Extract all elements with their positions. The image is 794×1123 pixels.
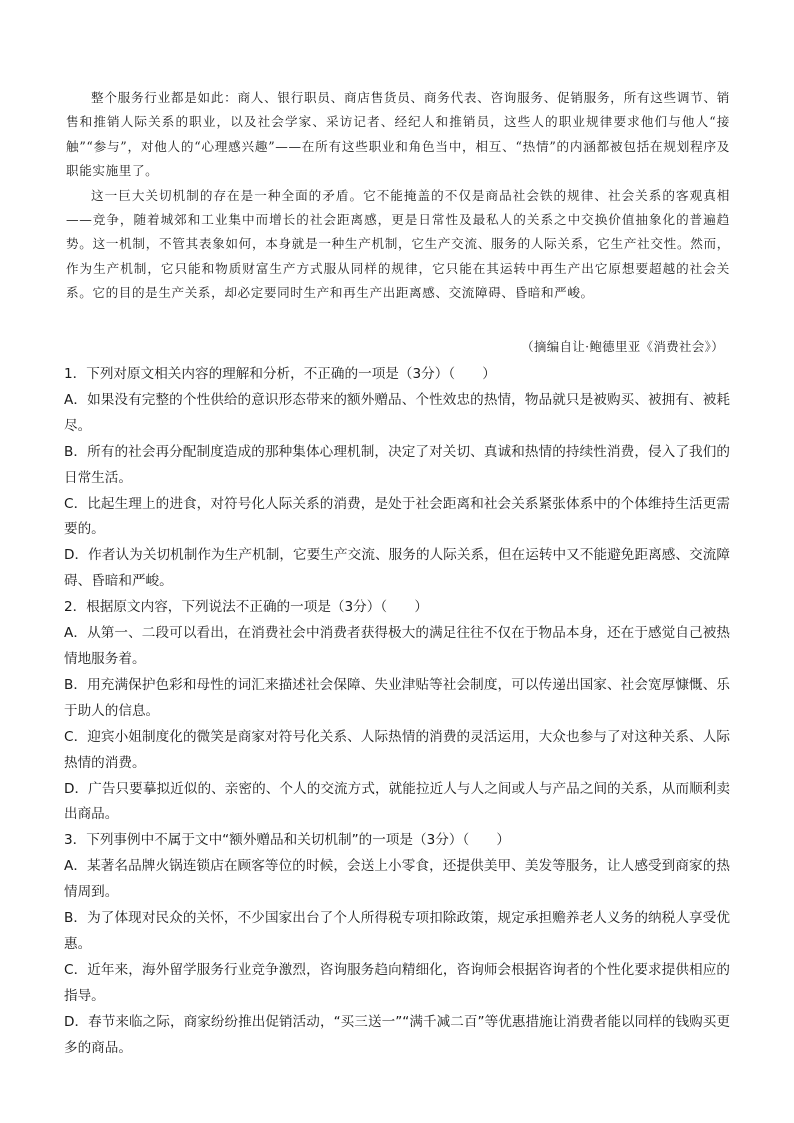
question-option: A．某著名品牌火锅连锁店在顾客等位的时候，会送上小零食，还提供美甲、美发等服务，让人感受到商家的热情周到。: [64, 858, 730, 901]
question-option: C．迎宾小姐制度化的微笑是商家对符号化关系、人际热情的消费的灵活运用，大众也参与了对这种关系、人际热情的消费。: [64, 728, 730, 771]
passage-paragraph: 这一巨大关切机制的存在是一种全面的矛盾。它不能掩盖的不仅是商品社会铁的规律、社会关系的客观真相——竞争，随着城郊和工业集中而增长的社会距离感，更是日常性及最私人的关系之中交换价值抽象化的普遍趋势。这一机制，不管其表象如何，本身就是一种生产机制，它生产交流、服务的人际关系，它生产社交性。然而，作为生产机制，它只能和物质财富生产方式服从同样的规律，它只能在其运转中再生产出它原想要超越的社会关系。它的目的是生产关系，却必定要同时生产和再生产出距离感、交流障碍、昏暗和严峻。: [66, 187, 730, 301]
question-stem: 3．下列事例中不属于文中“额外赠品和关切机制”的一项是（3分）（ ）: [64, 832, 510, 849]
question-option: B．为了体现对民众的关怀，不少国家出台了个人所得税专项扣除政策，规定承担赡养老人义务的纳税人享受优惠。: [64, 910, 730, 952]
question-option: D．作者认为关切机制作为生产机制，它要生产交流、服务的人际关系，但在运转中又不能避免距离感、交流障碍、昏暗和严峻。: [64, 547, 730, 590]
question-option: B．用充满保护色彩和母性的词汇来描述社会保障、失业津贴等社会制度，可以传递出国家、社会宽厚慷慨、乐于助人的信息。: [64, 676, 730, 719]
question-option: C．比起生理上的进食，对符号化人际关系的消费，是处于社会距离和社会关系紧张体系中的个体维持生活更需要的。: [64, 495, 730, 538]
question-stem: 1．下列对原文相关内容的理解和分析，不正确的一项是（3分）（ ）: [64, 366, 496, 382]
passage-source: （摘编自让·鲍德里亚《消费社会》）: [521, 339, 724, 354]
question-stem: 2．根据原文内容，下列说法不正确的一项是（3分）（ ）: [64, 599, 428, 616]
passage-paragraph: 整个服务行业都是如此：商人、银行职员、商店售货员、商务代表、咨询服务、促销服务，所有这些调节、销售和推销人际关系的职业，以及社会学家、采访记者、经纪人和推销员，这些人的职业规律要求他们与他人“接触”“参与”，对他人的“心理感兴趣”——在所有这些职业和角色当中，相互、“热情”的内涵都被包括在规划程序及职能实施里了。: [66, 90, 730, 179]
question-option: A．从第一、二段可以看出，在消费社会中消费者获得极大的满足往往不仅在于物品本身，还在于感觉自己被热情地服务着。: [64, 625, 730, 667]
question-option: D．广告只要摹拟近似的、亲密的、个人的交流方式，就能拉近人与人之间或人与产品之间的关系，从而顺利卖出商品。: [64, 780, 730, 823]
question-list: [64, 362, 730, 1061]
question-option: A．如果没有完整的个性供给的意识形态带来的额外赠品、个性效忠的热情，物品就只是被购买、被拥有、被耗尽。: [64, 391, 730, 434]
question-option: D．春节来临之际，商家纷纷推出促销活动，“买三送一”“满千减二百”等优惠措施让消费者能以同样的钱购买更多的商品。: [64, 1013, 730, 1056]
question-option: B．所有的社会再分配制度造成的那种集体心理机制，决定了对关切、真诚和热情的持续性消费，侵入了我们的日常生活。: [64, 443, 730, 486]
question-option: C．近年来，海外留学服务行业竞争激烈，咨询服务趋向精细化，咨询师会根据咨询者的个性化要求提供相应的指导。: [64, 961, 730, 1004]
reading-passage: [66, 86, 730, 306]
